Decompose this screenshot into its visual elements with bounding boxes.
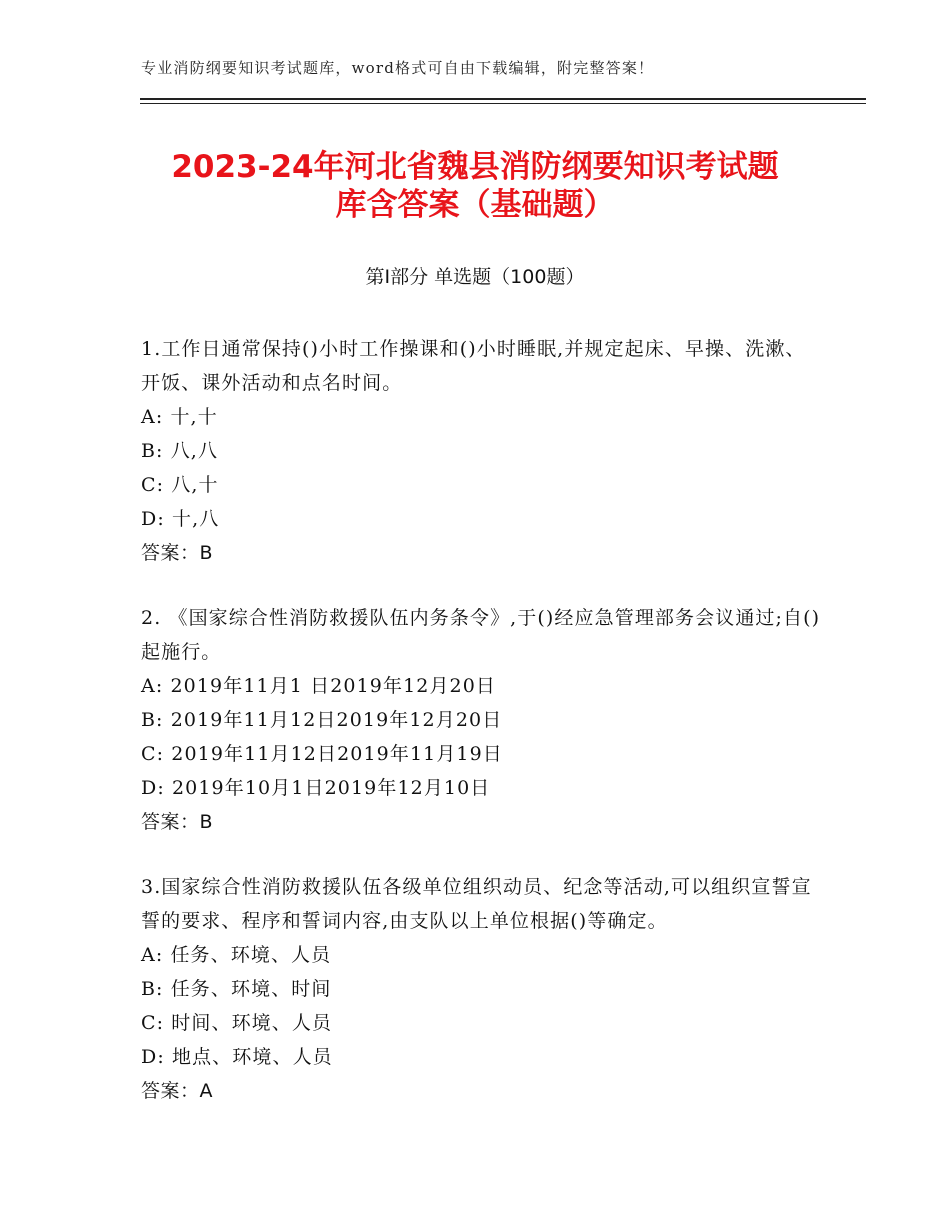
question-3 bbox=[141, 870, 821, 1108]
option-d: D: 十,八 bbox=[141, 508, 220, 530]
question-1 bbox=[141, 332, 821, 570]
option-d: D: 地点、环境、人员 bbox=[141, 1046, 333, 1068]
answer-line: 答案：B bbox=[141, 811, 214, 833]
option-a: A: 2019年11月1 日2019年12月20日 bbox=[141, 675, 497, 697]
header-divider-thin bbox=[140, 103, 866, 104]
title-line-1: 2023-24年河北省魏县消防纲要知识考试题 bbox=[171, 149, 779, 185]
question-stem: 2. 《国家综合性消防救援队伍内务条令》,于()经应急管理部务会议通过;自()起施行。 bbox=[141, 607, 821, 663]
question-2 bbox=[141, 601, 821, 839]
option-b: B: 2019年11月12日2019年12月20日 bbox=[141, 709, 503, 731]
answer-line: 答案：B bbox=[141, 542, 214, 564]
section-heading: 第Ⅰ部分 单选题（100题） bbox=[365, 266, 585, 288]
question-stem: 3.国家综合性消防救援队伍各级单位组织动员、纪念等活动,可以组织宣誓宣誓的要求、程序和誓词内容,由支队以上单位根据()等确定。 bbox=[141, 876, 812, 932]
option-a: A: 十,十 bbox=[141, 406, 218, 428]
option-b: B: 任务、环境、时间 bbox=[141, 978, 332, 1000]
answer-line: 答案：A bbox=[141, 1080, 213, 1102]
question-list bbox=[141, 332, 821, 1139]
title-line-2: 库含答案（基础题） bbox=[335, 187, 615, 223]
option-a: A: 任务、环境、人员 bbox=[141, 944, 332, 966]
question-stem: 1.工作日通常保持()小时工作操课和()小时睡眠,并规定起床、早操、洗漱、开饭、课外活动和点名时间。 bbox=[141, 338, 806, 394]
document-title bbox=[140, 148, 810, 224]
option-c: C: 2019年11月12日2019年11月19日 bbox=[141, 743, 503, 765]
option-c: C: 八,十 bbox=[141, 474, 219, 496]
option-b: B: 八,八 bbox=[141, 440, 219, 462]
option-d: D: 2019年10月1日2019年12月10日 bbox=[141, 777, 491, 799]
page-header-text: 专业消防纲要知识考试题库，word格式可自由下载编辑，附完整答案！ bbox=[141, 59, 655, 77]
header-divider-thick bbox=[140, 98, 866, 100]
option-c: C: 时间、环境、人员 bbox=[141, 1012, 333, 1034]
